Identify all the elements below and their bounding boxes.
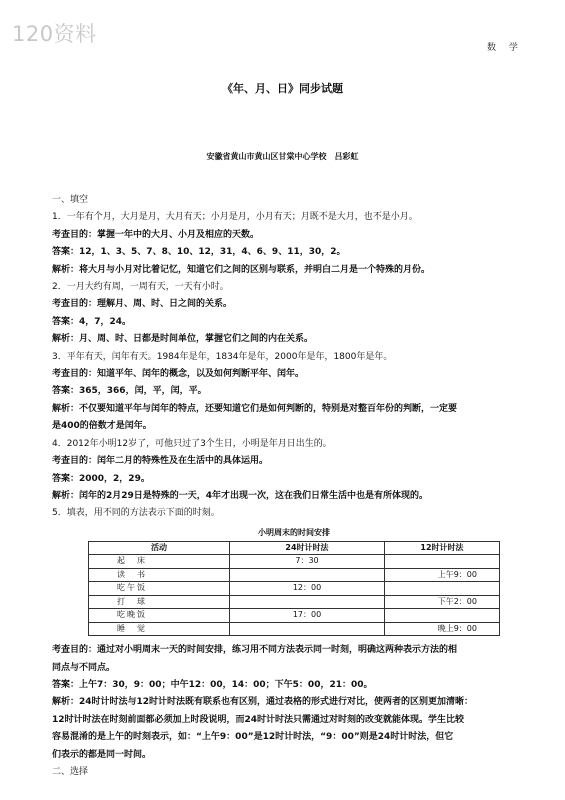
- schedule-table-title: 小明周末的时间安排: [258, 527, 330, 537]
- question-5-analysis-line3: 容易混淆的是上午的时刻表示，如：“上午9：00”是12时计时法，“9：00”则是24时计时法，但它: [52, 732, 454, 743]
- column-header-12h: 12时计时法: [385, 541, 500, 555]
- time-12h-cell: [385, 609, 500, 623]
- question-4: 4．2012年小明12岁了，可他只过了3个生日，小明是年月日出生的。: [52, 438, 332, 449]
- author-line: 安徽省黄山市黄山区甘棠中心学校 吕彩虹: [206, 152, 359, 161]
- document-title: 《年、月、日》同步试题: [222, 82, 343, 95]
- question-2-answer: 答案：4，7，24。: [52, 316, 132, 327]
- time-12h-cell: [385, 555, 500, 569]
- question-1-analysis: 解析：将大月与小月对比着记忆，知道它们之间的区别与联系，并明白二月是一个特殊的月份。: [52, 264, 431, 275]
- question-1-aim: 考查目的：掌握一年中的大月、小月及相应的天数。: [52, 229, 260, 240]
- time-12h-cell: 上午9：00: [385, 568, 500, 582]
- document-body: [52, 192, 520, 781]
- activity-cell: 打 球: [89, 595, 230, 609]
- table-row: [89, 555, 500, 569]
- question-3: 3．平年有天，闰年有天。1984年是年，1834年是年，2000年是年，1800年是年。: [52, 351, 393, 362]
- activity-cell: 吃午饭: [89, 582, 230, 596]
- schedule-table: [88, 541, 500, 637]
- question-2: 2．一月大约有周，一周有天，一天有小时。: [52, 282, 229, 293]
- time-12h-cell: [385, 582, 500, 596]
- question-5-answer: 答案：上午7：30，9：00；中午12：00，14：00；下午5：00，21：00。: [52, 680, 373, 691]
- column-header-activity: 活动: [89, 541, 230, 555]
- question-2-analysis: 解析：月、周、时、日都是时间单位，掌握它们之间的内在关系。: [52, 334, 314, 345]
- question-5-analysis-line2: 12时计时法在时刻前面都必须加上时段说明，而24时计时法只需通过对时刻的改变就能体现。学生比较: [52, 714, 465, 725]
- question-3-analysis-line1: 解析：不仅要知道平年与闰年的特点，还要知道它们是如何判断的，特别是对整百年份的判断，一定要: [52, 403, 458, 414]
- watermark-logo: 120资料: [12, 22, 97, 46]
- time-24h-cell: 7：30: [230, 555, 385, 569]
- time-24h-cell: [230, 622, 385, 636]
- column-header-24h: 24时计时法: [230, 541, 385, 555]
- question-2-aim: 考查目的：理解月、周、时、日之间的关系。: [52, 299, 233, 310]
- question-3-answer: 答案：365，366，闰，平，闰，平。: [52, 386, 207, 397]
- question-4-aim: 考查目的：闰年二月的特殊性及在生活中的具体运用。: [52, 456, 269, 467]
- question-3-analysis-line2: 是400的倍数才是闰年。: [52, 421, 152, 432]
- subject-label: 数 学: [487, 43, 523, 53]
- time-24h-cell: 12：00: [230, 582, 385, 596]
- question-1-answer: 答案：12，1、3、5、7、8、10、12，31，4、6、9、11，30，2。: [52, 247, 346, 258]
- question-4-answer: 答案：2000，2，29。: [52, 473, 150, 484]
- activity-cell: 读 书: [89, 568, 230, 582]
- time-24h-cell: [230, 595, 385, 609]
- table-row: [89, 595, 500, 609]
- question-5-analysis-line1: 解析：24时计时法与12时计时法既有联系也有区别，通过表格的形式进行对比，使两者的区别更加清晰：: [52, 697, 474, 708]
- section-heading-fill-blank: 一、填空: [52, 195, 89, 205]
- section-heading-multiple-choice: 二、选择: [52, 767, 89, 778]
- activity-cell: 睡 觉: [89, 622, 230, 636]
- question-5: 5．填表，用不同的方法表示下面的时刻。: [52, 508, 220, 519]
- activity-cell: 吃晚饭: [89, 609, 230, 623]
- time-12h-cell: 下午2：00: [385, 595, 500, 609]
- time-12h-cell: 晚上9：00: [385, 622, 500, 636]
- time-24h-cell: [230, 568, 385, 582]
- question-5-analysis-line4: 们表示的都是同一时间。: [52, 749, 152, 760]
- table-row: [89, 622, 500, 636]
- table-row: [89, 609, 500, 623]
- table-row: [89, 582, 500, 596]
- question-5-aim-line2: 同点与不同点。: [52, 662, 116, 673]
- activity-cell: 起 床: [89, 555, 230, 569]
- question-3-aim: 考查目的：知道平年、闰年的概念，以及如何判断平年、闰年。: [52, 369, 305, 380]
- schedule-table-header-row: [89, 541, 500, 555]
- time-24h-cell: 17：00: [230, 609, 385, 623]
- table-row: [89, 568, 500, 582]
- question-5-aim-line1: 考查目的：通过对小明周末一天的时间安排，练习用不同方法表示同一时刻，明确这两种表示方法的相: [52, 645, 458, 656]
- question-1: 1．一年有个月，大月是月，大月有天；小月是月，小月有天；月既不是大月，也不是小月。: [52, 212, 418, 223]
- question-4-analysis: 解析：闰年的2月29日是特殊的一天，4年才出现一次，这在我们日常生活中也是有所体现的。: [52, 490, 429, 501]
